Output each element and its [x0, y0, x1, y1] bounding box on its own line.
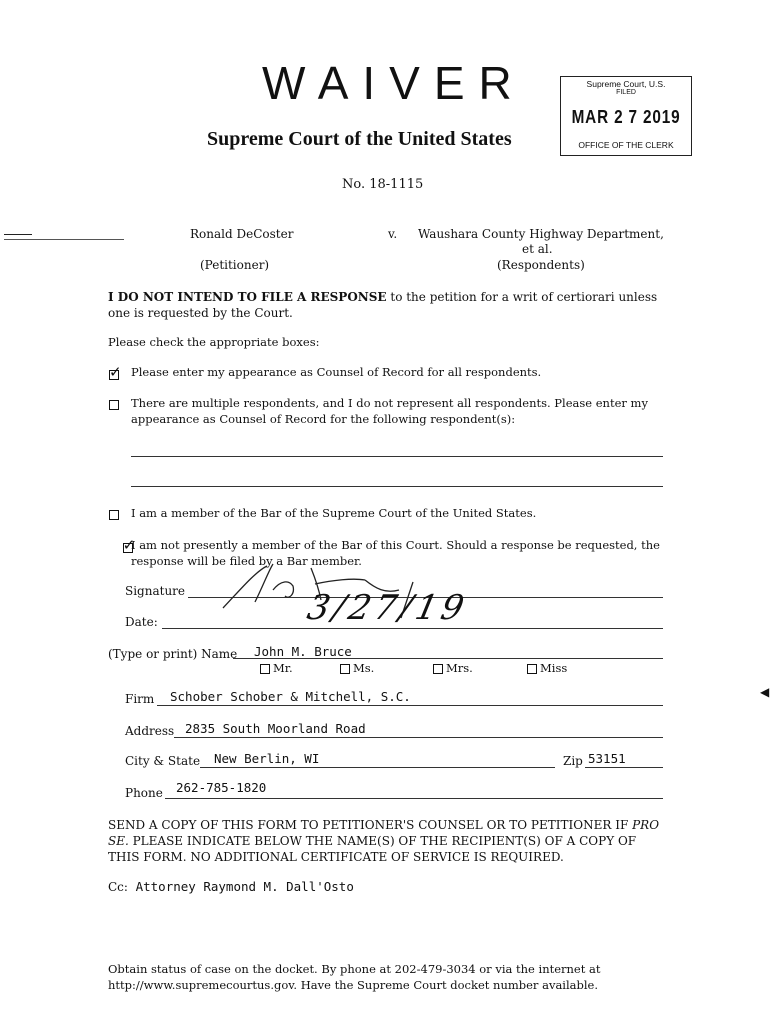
option3-checkbox[interactable] — [109, 510, 119, 520]
respondent-line-1[interactable] — [131, 456, 663, 457]
option4-text: I am not presently a member of the Bar of this Court. Should a response be requested, the response will be filed by a Bar member. — [131, 538, 660, 568]
arrow-left-icon: ◀ — [760, 685, 770, 699]
respondent-line-2[interactable] — [131, 486, 663, 487]
stamp-date: MAR 2 7 2019 — [571, 107, 681, 127]
stamp-court: Supreme Court, U.S. — [586, 79, 666, 89]
court-title: Supreme Court of the United States — [207, 128, 512, 150]
option1-checkbox[interactable] — [109, 370, 119, 380]
docket-status-note: Obtain status of case on the docket. By phone at 202-479-3034 or via the internet at http://www.supremecourtus.gov. Have the Supreme Court docket number available. — [108, 962, 601, 992]
pro-se: PRO SE. — [108, 818, 660, 848]
date-value: 3/27/19 — [303, 588, 472, 628]
mrs-label: Mrs. — [446, 661, 473, 675]
mr-label: Mr. — [273, 661, 293, 675]
option3-text: I am a member of the Bar of the Supreme Court of the United States. — [131, 506, 537, 520]
date-label: Date: — [125, 615, 158, 629]
filed-stamp — [560, 76, 692, 156]
send-notice-part1: SEND A COPY OF THIS FORM TO PETITIONER'S COUNSEL OR TO PETITIONER IF — [108, 818, 633, 832]
mrs-checkbox[interactable] — [433, 664, 443, 674]
send-notice-part2: PLEASE INDICATE BELOW THE NAME(S) OF THE RECIPIENT(S) OF A COPY OF THIS FORM. NO ADDITIONAL CERTIFICATE OF SERVICE IS REQUIRED. — [108, 834, 637, 864]
respondent-label: (Respondents) — [497, 258, 585, 272]
phone-label: Phone — [125, 786, 163, 800]
petitioner-name: Ronald DeCoster — [190, 227, 294, 241]
city-value: New Berlin, WI — [214, 751, 320, 766]
mr-checkbox[interactable] — [260, 664, 270, 674]
intent-statement — [108, 289, 668, 321]
send-notice — [108, 817, 668, 865]
respondent-name-cont: et al. — [522, 242, 553, 256]
city-line[interactable] — [200, 767, 555, 768]
option2-checkbox[interactable] — [109, 400, 119, 410]
cc-label: Cc: — [108, 880, 128, 894]
cc-line — [108, 879, 354, 894]
address-label: Address — [125, 724, 175, 738]
option2-text: There are multiple respondents, and I do not represent all respondents. Please enter my appearance as Counsel of Record for the following respondent(s): — [131, 396, 648, 426]
waiver-title: WAIVER — [262, 57, 526, 109]
respondent-name: Waushara County Highway Department, — [418, 227, 664, 241]
date-line[interactable] — [162, 628, 663, 629]
phone-value: 262-785-1820 — [176, 780, 267, 795]
margin-mark — [4, 234, 32, 235]
stamp-filed: FILED — [616, 89, 636, 96]
intent-bold: I DO NOT INTEND TO FILE A RESPONSE — [108, 290, 387, 304]
margin-mark — [4, 239, 124, 240]
docket-number: No. 18-1115 — [342, 177, 424, 192]
zip-label: Zip — [563, 754, 583, 768]
firm-label: Firm — [125, 692, 155, 706]
cc-value: Attorney Raymond M. Dall'Osto — [135, 879, 354, 894]
miss-checkbox[interactable] — [527, 664, 537, 674]
firm-line[interactable] — [157, 705, 663, 706]
check-prompt: Please check the appropriate boxes: — [108, 335, 320, 349]
phone-line[interactable] — [165, 798, 663, 799]
zip-value: 53151 — [588, 751, 626, 766]
versus: v. — [388, 227, 398, 241]
zip-line[interactable] — [585, 767, 663, 768]
name-label: (Type or print) Name — [108, 647, 238, 661]
option1-text: Please enter my appearance as Counsel of Record for all respondents. — [131, 365, 542, 379]
ms-checkbox[interactable] — [340, 664, 350, 674]
name-value: John M. Bruce — [254, 644, 352, 659]
stamp-office: OFFICE OF THE CLERK — [578, 140, 674, 150]
ms-label: Ms. — [353, 661, 375, 675]
miss-label: Miss — [540, 661, 568, 675]
address-value: 2835 South Moorland Road — [185, 721, 366, 736]
firm-value: Schober Schober & Mitchell, S.C. — [170, 689, 411, 704]
city-label: City & State — [125, 754, 201, 768]
intent-rest: to the petition for a writ of certiorari unless one is requested by the Court. — [108, 290, 658, 320]
signature-label: Signature — [125, 584, 186, 598]
address-line[interactable] — [174, 737, 663, 738]
petitioner-label: (Petitioner) — [200, 258, 270, 272]
